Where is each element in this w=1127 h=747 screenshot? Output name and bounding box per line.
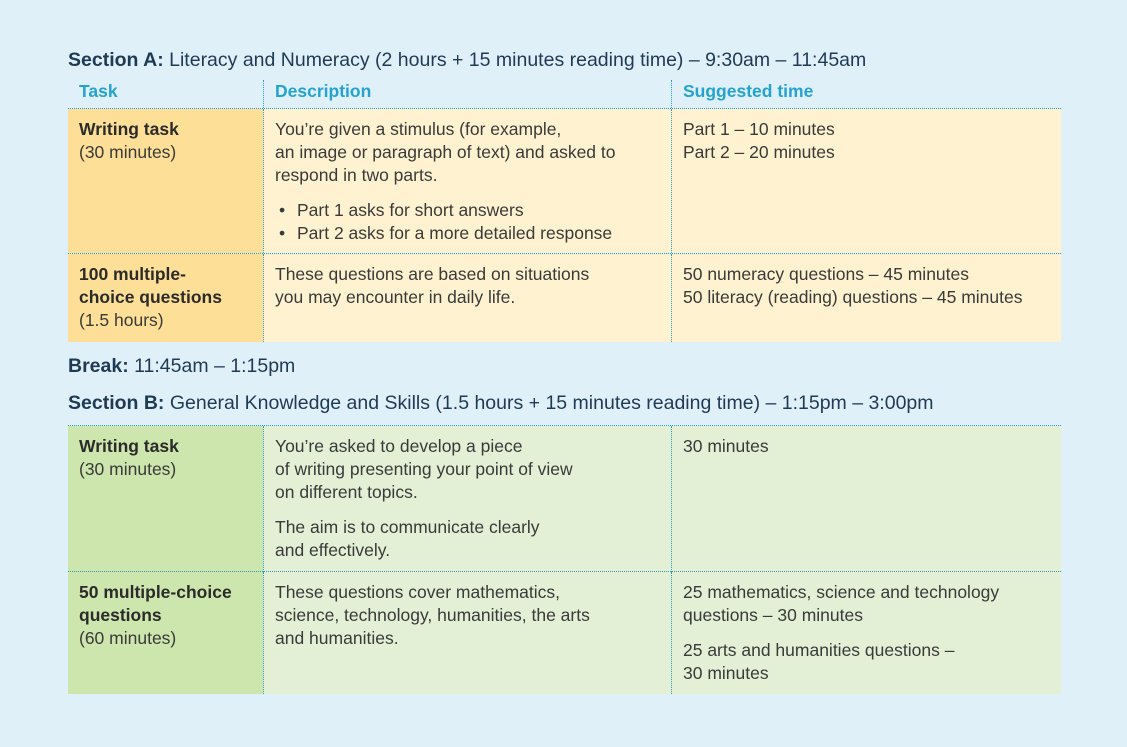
section-a-label: Section A: <box>68 49 164 71</box>
description-line: an image or paragraph of text) and asked to <box>275 142 616 162</box>
description-line: The aim is to communicate clearly <box>275 517 540 537</box>
description-line: and humanities. <box>275 628 399 648</box>
task-title: Writing task <box>79 436 179 456</box>
task-title: 100 multiple- <box>79 264 186 284</box>
task-title: 50 multiple-choice <box>79 582 232 602</box>
table-row <box>68 109 1061 253</box>
description-line: you may encounter in daily life. <box>275 287 516 307</box>
description-line: of writing presenting your point of view <box>275 459 573 479</box>
task-duration: (1.5 hours) <box>79 310 164 330</box>
time-line: 30 minutes <box>683 436 769 456</box>
time-cell <box>671 572 1061 694</box>
task-duration: (30 minutes) <box>79 142 177 162</box>
task-duration: (30 minutes) <box>79 459 177 479</box>
time-cell <box>671 109 1061 253</box>
description-bullet-list <box>275 199 660 245</box>
section-b-heading <box>68 392 934 415</box>
time-line: questions – 30 minutes <box>683 605 863 625</box>
column-header-suggested-time: Suggested time <box>671 80 1061 108</box>
description-line: and effectively. <box>275 540 391 560</box>
section-b-label: Section B: <box>68 392 165 414</box>
description-cell <box>263 572 671 694</box>
task-title: Writing task <box>79 119 179 139</box>
description-line: These questions cover mathematics, <box>275 582 560 602</box>
list-item: • Part 1 asks for short answers <box>297 199 660 222</box>
table-row <box>68 425 1061 572</box>
task-cell <box>68 254 263 342</box>
description-cell <box>263 109 671 253</box>
time-line: 25 arts and humanities questions – <box>683 640 955 660</box>
section-a-heading <box>68 49 866 72</box>
task-cell <box>68 572 263 694</box>
time-line: Part 1 – 10 minutes <box>683 119 835 139</box>
break-time: 11:45am – 1:15pm <box>134 355 296 377</box>
table-row <box>68 571 1061 694</box>
description-cell <box>263 426 671 572</box>
time-line: 50 literacy (reading) questions – 45 minutes <box>683 287 1023 307</box>
description-line: These questions are based on situations <box>275 264 590 284</box>
column-header-task: Task <box>79 81 118 101</box>
task-cell <box>68 426 263 572</box>
time-cell <box>671 426 1061 572</box>
task-title: choice questions <box>79 287 222 307</box>
time-cell <box>671 254 1061 342</box>
task-cell <box>68 109 263 253</box>
list-item: • Part 2 asks for a more detailed response <box>297 222 660 245</box>
task-duration: (60 minutes) <box>79 628 177 648</box>
table-row <box>68 253 1061 342</box>
column-header-description: Description <box>263 80 671 108</box>
time-line: 50 numeracy questions – 45 minutes <box>683 264 969 284</box>
time-line: 30 minutes <box>683 663 769 683</box>
description-line: You’re asked to develop a piece <box>275 436 523 456</box>
task-title: questions <box>79 605 162 625</box>
description-cell <box>263 254 671 342</box>
break-label: Break: <box>68 355 129 377</box>
description-line: respond in two parts. <box>275 165 438 185</box>
time-line: Part 2 – 20 minutes <box>683 142 835 162</box>
section-b-title: General Knowledge and Skills (1.5 hours + 15 minutes reading time) – 1:15pm – 3:00pm <box>169 392 934 414</box>
description-line: science, technology, humanities, the arts <box>275 605 590 625</box>
description-line: on different topics. <box>275 482 418 502</box>
section-a-title: Literacy and Numeracy (2 hours + 15 minutes reading time) – 9:30am – 11:45am <box>169 49 867 71</box>
time-line: 25 mathematics, science and technology <box>683 582 1000 602</box>
break-heading <box>68 355 295 378</box>
table-header <box>68 80 1061 109</box>
description-line: You’re given a stimulus (for example, <box>275 119 562 139</box>
